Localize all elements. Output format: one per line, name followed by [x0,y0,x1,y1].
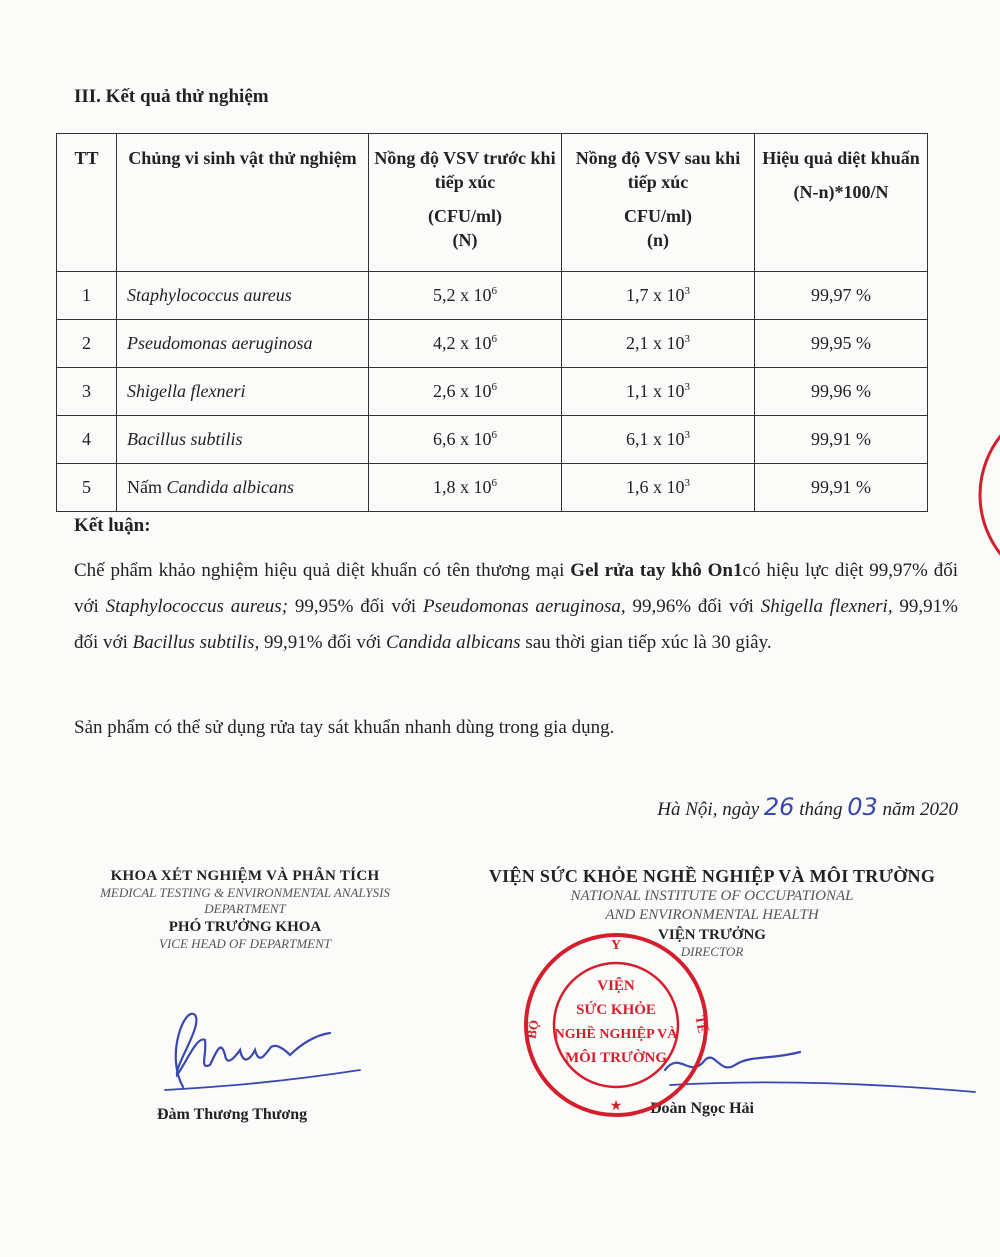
institute-signer-name: Đoàn Ngọc Hải [650,1100,754,1117]
department-role-en: VICE HEAD OF DEPARTMENT [159,936,331,951]
handwritten-day: 26 [763,793,795,821]
after-exponent: 3 [684,381,690,393]
left-signature [155,995,370,1100]
header-before-unit: (CFU/ml) [428,206,502,226]
strain-name: Shigella flexneri [127,381,246,401]
header-after-symbol: (n) [647,230,669,250]
stamp-line-1: VIỆN [597,978,635,994]
species-name: Shigella flexneri, [760,596,893,617]
header-strain: Chủng vi sinh vật thử nghiệm [117,134,369,272]
header-before-title: Nồng độ VSV trước khi tiếp xúc [374,148,556,192]
stamp-line-4: MÔI TRƯỜNG [564,1050,668,1066]
cell-strain [117,272,369,320]
stamp-ring-left: BỘ [523,1018,542,1040]
strain-name: Candida albicans [166,477,295,497]
text-run: có hiệu lực diệt 99,97% đối với [74,560,958,617]
after-exponent: 3 [684,285,690,297]
after-exponent: 3 [684,477,690,489]
institute-name-en-1: NATIONAL INSTITUTE OF OCCUPATIONAL [570,888,854,904]
cell-efficacy: 99,96 % [755,368,928,416]
table-row [57,320,928,368]
after-mantissa: 2,1 x 10 [626,333,685,353]
before-mantissa: 1,8 x 10 [433,477,492,497]
stamp-line-2: SỨC KHỎE [576,1002,656,1018]
table-header-row [57,134,928,272]
cell-efficacy: 99,91 % [755,464,928,512]
cell-after [562,272,755,320]
stamp-ring-top: Y [610,938,622,953]
before-exponent: 6 [491,429,497,441]
cell-tt: 1 [57,272,117,320]
conclusion-paragraph [74,553,958,661]
cell-strain [117,464,369,512]
before-exponent: 6 [491,381,497,393]
cell-after [562,416,755,464]
conclusion-title: Kết luận: [74,515,151,536]
edge-stamp-fragment [965,395,1000,595]
header-tt: TT [57,134,117,272]
text-run: Chế phẩm khảo nghiệm hiệu quả diệt khuẩn có tên thương mại [74,560,571,581]
table-row [57,272,928,320]
department-name: KHOA XÉT NGHIỆM VÀ PHÂN TÍCH [110,868,380,884]
text-run: 99,91% đối với [259,632,386,653]
stamp-line-3: NGHỀ NGHIỆP VÀ [554,1027,678,1042]
table-row [57,368,928,416]
product-name: Gel rửa tay khô On1 [570,560,743,581]
strain-name: Bacillus subtilis [127,429,243,449]
cell-before [369,368,562,416]
cell-strain [117,320,369,368]
header-after-title: Nồng độ VSV sau khi tiếp xúc [575,148,741,192]
institute-role-en: DIRECTOR [680,944,744,959]
before-mantissa: 5,2 x 10 [433,285,492,305]
strain-prefix: Nấm [127,477,167,497]
species-name: Pseudomonas aeruginosa, [423,596,626,617]
header-after-unit: CFU/ml) [624,206,692,226]
section-title: III. Kết quả thử nghiệm [74,86,269,107]
institute-name-en-2: AND ENVIRONMENTAL HEALTH [605,907,819,923]
cell-efficacy: 99,91 % [755,416,928,464]
department-signer-name: Đàm Thương Thương [157,1106,308,1123]
cell-before [369,416,562,464]
cell-tt: 5 [57,464,117,512]
cell-before [369,320,562,368]
department-role: PHÓ TRƯỞNG KHOA [168,919,322,935]
header-before [369,134,562,272]
species-name: Candida albicans [385,632,521,653]
department-signature-block [55,868,435,952]
before-exponent: 6 [491,477,497,489]
usage-paragraph: Sản phẩm có thể sử dụng rửa tay sát khuẩn nhanh dùng trong gia dụng. [74,717,615,738]
text-run: sau thời gian tiếp xúc là 30 giây. [520,632,772,653]
header-before-symbol: (N) [452,230,478,250]
before-mantissa: 4,2 x 10 [433,333,492,353]
cell-after [562,368,755,416]
species-name: Staphylococcus aureus; [105,596,289,617]
after-exponent: 3 [684,333,690,345]
before-mantissa: 6,6 x 10 [433,429,492,449]
institute-stamp [521,930,711,1120]
date-prefix: Hà Nội, ngày [657,799,764,820]
results-table [56,133,928,512]
table-row [57,416,928,464]
text-run: 99,96% đối với [625,596,761,617]
institute-role: VIỆN TRƯỞNG [658,927,766,943]
cell-before [369,272,562,320]
date-month-label: tháng [794,799,848,820]
before-mantissa: 2,6 x 10 [433,381,492,401]
before-exponent: 6 [491,333,497,345]
cell-tt: 2 [57,320,117,368]
cell-efficacy: 99,97 % [755,272,928,320]
institute-name: VIỆN SỨC KHỎE NGHỀ NGHIỆP VÀ MÔI TRƯỜNG [488,866,936,886]
stamp-star-icon: ★ [609,1099,623,1114]
header-efficacy [755,134,928,272]
species-name: Bacillus subtilis, [132,632,260,653]
cell-strain [117,368,369,416]
cell-tt: 4 [57,416,117,464]
strain-name: Pseudomonas aeruginosa [127,333,313,353]
after-mantissa: 1,6 x 10 [626,477,685,497]
before-exponent: 6 [491,285,497,297]
cell-before [369,464,562,512]
header-after [562,134,755,272]
after-mantissa: 1,1 x 10 [626,381,685,401]
table-row [57,464,928,512]
header-efficacy-formula: (N-n)*100/N [793,182,889,202]
header-efficacy-title: Hiệu quả diệt khuẩn [762,148,920,168]
cell-tt: 3 [57,368,117,416]
department-name-en-2: DEPARTMENT [204,901,286,916]
cell-efficacy: 99,95 % [755,320,928,368]
strain-name: Staphylococcus aureus [127,285,292,305]
date-line [657,793,958,821]
department-name-en-1: MEDICAL TESTING & ENVIRONMENTAL ANALYSIS [100,885,390,900]
cell-strain [117,416,369,464]
text-run: 99,95% đối với [288,596,424,617]
text-run: 99,91% đối với [74,596,959,653]
date-suffix: năm 2020 [877,799,958,820]
stamp-ring-right: TẾ [692,1014,711,1035]
cell-after [562,320,755,368]
after-exponent: 3 [684,429,690,441]
after-mantissa: 6,1 x 10 [626,429,685,449]
cell-after [562,464,755,512]
handwritten-month: 03 [847,793,878,821]
after-mantissa: 1,7 x 10 [626,285,685,305]
